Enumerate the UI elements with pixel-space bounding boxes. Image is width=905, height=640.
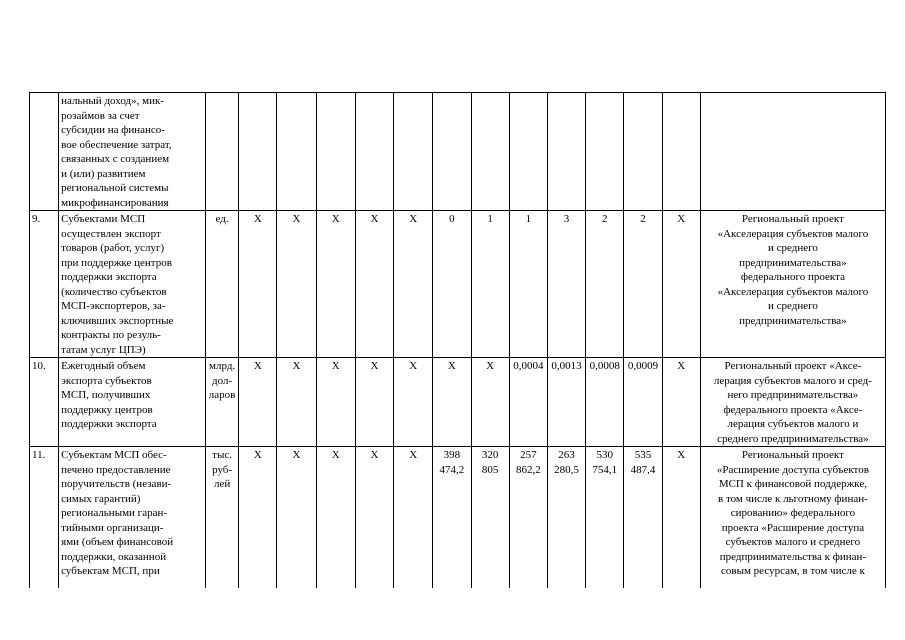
value-cell xyxy=(662,93,700,211)
unit-of-measure: ед. xyxy=(206,211,239,358)
value-cell: Х xyxy=(239,358,277,447)
value-cell: 2 xyxy=(624,211,662,358)
value-cell: Х xyxy=(471,358,509,447)
value-cell xyxy=(471,93,509,211)
indicator-description: нальный доход», мик- розаймов за счет субсидии на финансо- вое обеспечение затрат, связанных с созданием и (или) развитием региональной системы микрофинансирования xyxy=(59,93,206,211)
row-number: 10. xyxy=(30,358,59,447)
value-cell: Х xyxy=(394,358,433,447)
value-cell: Х xyxy=(277,358,316,447)
value-cell: Х xyxy=(355,447,393,589)
value-cell: Х xyxy=(277,211,316,358)
project-source xyxy=(700,93,885,211)
value-cell xyxy=(277,93,316,211)
value-cell xyxy=(394,93,433,211)
value-cell: 257 862,2 xyxy=(509,447,547,589)
value-cell: 530 754,1 xyxy=(586,447,624,589)
value-cell: Х xyxy=(433,358,471,447)
value-cell xyxy=(509,93,547,211)
project-source: Региональный проект «Расширение доступа субъектов МСП к финансовой поддержке, в том числе к льготному финан- сированию» федерального проекта «Расширение доступа субъектов малого и среднего предпринимательства к финан- совым ресурсам, в том числе к xyxy=(700,447,885,589)
value-cell: Х xyxy=(277,447,316,589)
value-cell xyxy=(547,93,585,211)
project-source: Региональный проект «Акселерация субъектов малого и среднего предпринимательства» федерального проекта «Акселерация субъектов малого и среднего предпринимательства» xyxy=(700,211,885,358)
value-cell xyxy=(239,93,277,211)
value-cell: Х xyxy=(355,211,393,358)
row-number xyxy=(30,93,59,211)
value-cell: Х xyxy=(355,358,393,447)
value-cell: 535 487,4 xyxy=(624,447,662,589)
value-cell: Х xyxy=(316,358,355,447)
value-cell: 3 xyxy=(547,211,585,358)
value-cell: Х xyxy=(394,447,433,589)
indicators-table xyxy=(29,92,886,588)
unit-of-measure xyxy=(206,93,239,211)
value-cell: Х xyxy=(662,447,700,589)
value-cell: 0,0009 xyxy=(624,358,662,447)
value-cell: 0,0013 xyxy=(547,358,585,447)
value-cell: Х xyxy=(316,211,355,358)
value-cell: 0 xyxy=(433,211,471,358)
value-cell: 0,0004 xyxy=(509,358,547,447)
value-cell: Х xyxy=(239,447,277,589)
unit-of-measure: млрд. дол- ларов xyxy=(206,358,239,447)
value-cell: Х xyxy=(662,211,700,358)
value-cell xyxy=(433,93,471,211)
value-cell: 263 280,5 xyxy=(547,447,585,589)
row-number: 9. xyxy=(30,211,59,358)
indicator-description: Субъектам МСП обес- печено предоставление поручительств (незави- симых гарантий) региональными гаран- тийными организаци- ями (объем финансовой поддержки, оказанной субъектам МСП, при xyxy=(59,447,206,589)
value-cell: 1 xyxy=(471,211,509,358)
value-cell xyxy=(624,93,662,211)
project-source: Региональный проект «Аксе- лерация субъектов малого и сред- него предпринимательства» федерального проекта «Аксе- лерация субъектов малого и среднего предпринимательства» xyxy=(700,358,885,447)
value-cell: 320 805 xyxy=(471,447,509,589)
table-row xyxy=(30,93,886,211)
indicator-description: Субъектами МСП осуществлен экспорт товаров (работ, услуг) при поддержке центров поддержки экспорта (количество субъектов МСП-экспортеров, за- ключивших экспортные контракты по резуль- татам услуг ЦПЭ) xyxy=(59,211,206,358)
unit-of-measure: тыс. руб- лей xyxy=(206,447,239,589)
indicator-description: Ежегодный объем экспорта субъектов МСП, получивших поддержку центров поддержки экспорта xyxy=(59,358,206,447)
value-cell: Х xyxy=(662,358,700,447)
table-row xyxy=(30,447,886,589)
value-cell xyxy=(316,93,355,211)
table-row xyxy=(30,358,886,447)
value-cell: Х xyxy=(394,211,433,358)
value-cell: 398 474,2 xyxy=(433,447,471,589)
value-cell: 1 xyxy=(509,211,547,358)
value-cell: 0,0008 xyxy=(586,358,624,447)
row-number: 11. xyxy=(30,447,59,589)
value-cell xyxy=(355,93,393,211)
value-cell: Х xyxy=(316,447,355,589)
table-row xyxy=(30,211,886,358)
value-cell xyxy=(586,93,624,211)
value-cell: 2 xyxy=(586,211,624,358)
value-cell: Х xyxy=(239,211,277,358)
